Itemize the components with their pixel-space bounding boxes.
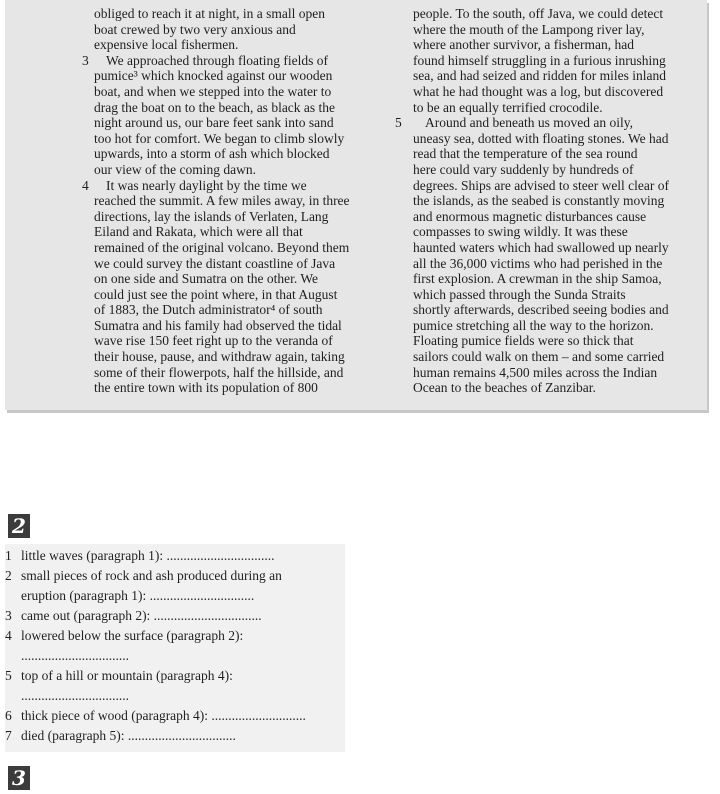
exercise-item	[5, 546, 350, 566]
text-line: drag the boat on to the beach, as black as the	[94, 99, 336, 115]
item-number: 5	[5, 668, 12, 683]
item-number: 4	[5, 628, 12, 643]
text-line: all the 36,000 victims who had perished in the	[413, 255, 663, 271]
paragraph-number: 5	[395, 115, 402, 131]
item-text[interactable]: little waves (paragraph 1): ................................	[21, 548, 275, 563]
item-text[interactable]: thick piece of wood (paragraph 4): ............................	[21, 708, 306, 723]
text-line: Eiland and Rakata, which were all that	[94, 224, 303, 240]
text-line: we could survey the distant coastline of Java	[94, 255, 336, 271]
text-line: reached the summit. A few miles away, in three	[94, 193, 350, 209]
paragraph-5	[395, 115, 695, 396]
text-line: to be an equally terrified crocodile.	[413, 99, 603, 115]
text-line: people. To the south, off Java, we could detect	[413, 6, 664, 21]
paragraph-4-continuation	[395, 6, 695, 115]
text-line: Sumatra and his family had observed the tidal	[94, 317, 342, 333]
paragraph-3	[68, 53, 373, 178]
text-line: night around us, our bare feet sank into sand	[94, 115, 334, 131]
text-line: Around and beneath us moved an oily,	[425, 115, 633, 131]
text-line: shortly afterwards, described seeing bodies and	[413, 302, 669, 318]
text-line: It was nearly daylight by the time we	[106, 177, 307, 193]
text-line: and enormous magnetic disturbances cause	[413, 208, 647, 224]
text-line: their house, pause, and withdraw again, taking	[94, 349, 345, 365]
text-line: too hot for comfort. We began to climb slowly	[94, 130, 345, 146]
reading-passage-panel	[5, 0, 707, 410]
text-line: sailors could walk on them – and some carried	[413, 349, 665, 365]
text-line: Ocean to the beaches of Zanzibar.	[413, 380, 596, 396]
item-number: 2	[5, 568, 12, 583]
item-text[interactable]: eruption (paragraph 1): ...............................	[21, 588, 255, 603]
item-number: 3	[5, 608, 12, 623]
item-text: small pieces of rock and ash produced during an	[21, 568, 282, 583]
item-number: 1	[5, 548, 12, 563]
paragraph-number: 3	[82, 52, 89, 68]
exercise-item	[5, 626, 350, 666]
text-line: boat, and when we stepped into the water to	[94, 83, 332, 99]
paragraph-2-continuation	[68, 6, 373, 53]
text-line: expensive local fishermen.	[94, 37, 239, 53]
text-line: human remains 4,500 miles across the Indian	[413, 364, 658, 380]
vocabulary-exercise	[5, 544, 345, 752]
text-line: wave rise 150 feet right up to the veranda of	[94, 333, 333, 349]
item-text[interactable]: ................................	[21, 648, 129, 663]
paragraph-4	[68, 178, 373, 396]
exercise-item	[5, 606, 350, 626]
paragraph-number: 4	[82, 177, 89, 193]
text-line: directions, lay the islands of Verlaten, Lang	[94, 208, 329, 224]
text-line: read that the temperature of the sea round	[413, 146, 638, 162]
text-line: on one side and Sumatra on the other. We	[94, 271, 318, 287]
text-line: sea, and had seized and ridden for miles inland	[413, 68, 667, 84]
text-line: boat crewed by two very anxious and	[94, 21, 296, 37]
text-line: Floating pumice fields were so thick that	[413, 333, 634, 349]
text-line: our view of the coming dawn.	[94, 161, 256, 177]
item-number: 6	[5, 708, 12, 723]
text-line: found himself struggling in a furious inrushing	[413, 52, 666, 68]
passage-left-column	[68, 6, 373, 396]
section-2-badge: 2	[8, 514, 30, 538]
text-line: pumice stretching all the way to the horizon.	[413, 317, 654, 333]
text-line: of 1883, the Dutch administrator⁴ of south	[94, 302, 323, 318]
text-line: first explosion. A crewman in the ship Samoa,	[413, 271, 662, 287]
text-line: upwards, into a storm of ash which blocked	[94, 146, 330, 162]
text-line: obliged to reach it at night, in a small open	[94, 6, 325, 21]
text-line: remained of the original volcano. Beyond them	[94, 239, 350, 255]
item-text: lowered below the surface (paragraph 2):	[21, 628, 244, 643]
text-line: compasses to swing wildly. It was these	[413, 224, 628, 240]
text-line: haunted waters which had swallowed up nearly	[413, 239, 669, 255]
exercise-list	[5, 546, 350, 746]
text-line: We approached through floating fields of	[106, 52, 328, 68]
text-line: pumice³ which knocked against our wooden	[94, 68, 333, 84]
exercise-item	[5, 566, 350, 606]
exercise-item	[5, 706, 350, 726]
passage-right-column	[395, 6, 695, 396]
text-line: the islands, as the seabed is constantly moving	[413, 193, 665, 209]
item-text[interactable]: ................................	[21, 688, 129, 703]
text-line: which passed through the Sunda Straits	[413, 286, 626, 302]
section-3-badge: 3	[8, 766, 30, 790]
item-number: 7	[5, 728, 12, 743]
text-line: degrees. Ships are advised to steer well clear of	[413, 177, 670, 193]
item-text[interactable]: died (paragraph 5): ................................	[21, 728, 236, 743]
text-line: where another survivor, a fisherman, had	[413, 37, 635, 53]
text-line: here could vary suddenly by hundreds of	[413, 161, 634, 177]
item-text[interactable]: came out (paragraph 2): ................................	[21, 608, 262, 623]
text-line: could just see the point where, in that August	[94, 286, 338, 302]
item-text: top of a hill or mountain (paragraph 4):	[21, 668, 233, 683]
text-line: where the mouth of the Lampong river lay,	[413, 21, 645, 37]
text-line: what he had thought was a log, but discovered	[413, 83, 664, 99]
exercise-item	[5, 726, 350, 746]
exercise-item	[5, 666, 350, 706]
text-line: uneasy sea, dotted with floating stones. We had	[413, 130, 669, 146]
text-line: the entire town with its population of 800	[94, 380, 318, 396]
text-line: some of their flowerpots, half the hillside, and	[94, 364, 344, 380]
